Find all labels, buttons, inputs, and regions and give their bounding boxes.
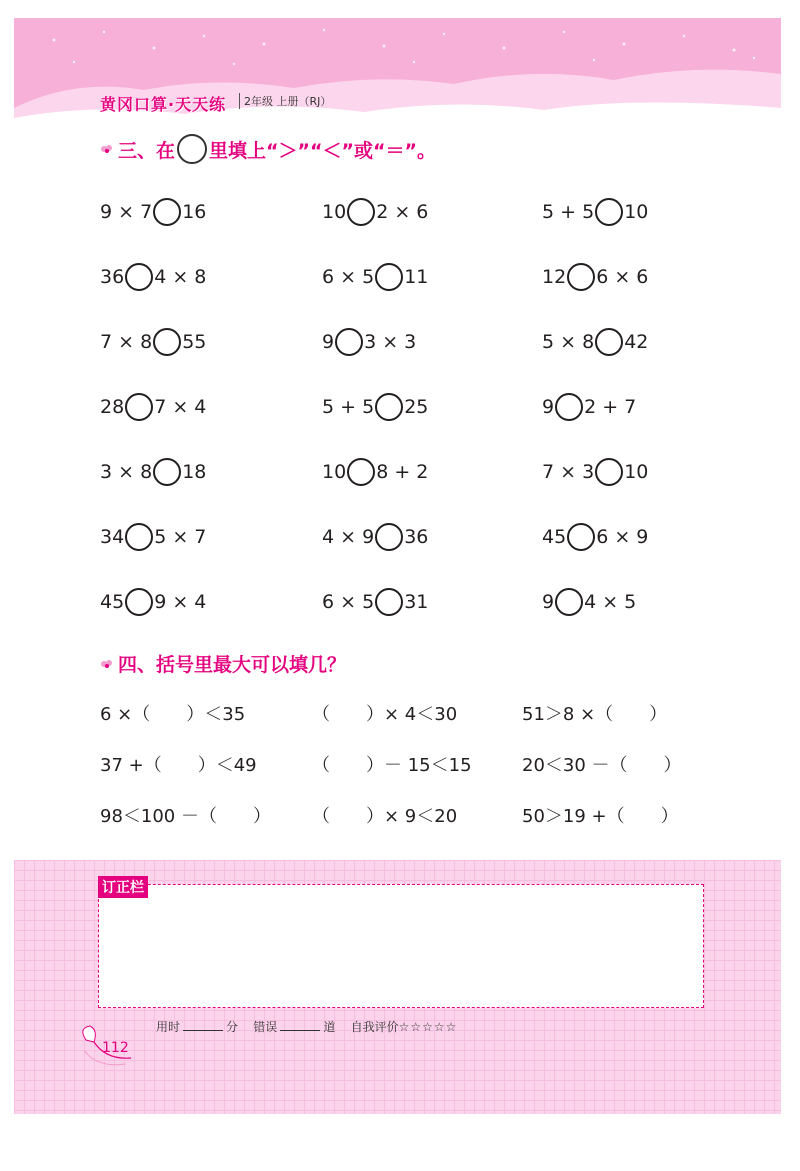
comparison-right: 6 × 6 [596,266,649,288]
section3-title [100,134,436,164]
comparison-left: 3 × 8 [100,461,153,483]
section3-title-suffix: 里填上“＞”“＜”或“＝”。 [209,139,436,162]
comparison-item [542,328,648,356]
correction-area [14,860,781,1114]
comparison-left: 45 [100,591,125,613]
minute-label: 分 [226,1020,239,1034]
comparison-item [100,523,206,551]
comparison-item [542,393,636,421]
comparison-item [322,523,428,551]
section4-title-text: 四、括号里最大可以填几？ [118,654,347,676]
comparison-item [322,458,428,486]
answer-circle[interactable] [555,588,583,616]
comparison-item [322,263,428,291]
comparison-right: 10 [624,461,649,483]
answer-circle[interactable] [595,458,623,486]
answer-circle[interactable] [125,263,153,291]
section3-title-prefix: 三、在 [118,139,176,162]
comparison-right: 36 [404,526,429,548]
fill-blank-problem[interactable]: 6 ×（ ）＜35 [100,704,246,725]
correction-label: 订正栏 [98,876,148,898]
fill-blank-problem[interactable]: 98＜100 －（ ） [100,806,271,827]
answer-circle[interactable] [375,523,403,551]
answer-circle[interactable] [347,458,375,486]
comparison-right: 42 [624,331,649,353]
comparison-item [100,588,206,616]
answer-circle[interactable] [347,198,375,226]
worksheet-page [14,18,781,1114]
flower-icon [100,659,114,669]
comparison-left: 5 + 5 [542,201,595,223]
comparison-right: 4 × 8 [154,266,207,288]
fill-blank-problem[interactable]: 50＞19 +（ ） [522,806,679,827]
section4-title [100,650,346,677]
fill-blank-problem[interactable]: 51＞8 ×（ ） [522,704,668,725]
fill-blank-problem[interactable]: 20＜30 －（ ） [522,755,682,776]
answer-circle[interactable] [375,263,403,291]
comparison-left: 7 × 3 [542,461,595,483]
comparison-left: 10 [322,201,347,223]
comparison-item [542,523,648,551]
comparison-right: 3 × 3 [364,331,417,353]
comparison-left: 9 × 7 [100,201,153,223]
answer-circle[interactable] [595,198,623,226]
comparison-right: 11 [404,266,429,288]
fill-blank-problem[interactable]: （ ）× 9＜20 [312,806,458,827]
grade-label: 2年级 上册（RJ） [239,93,331,109]
footer-stats [156,1018,457,1035]
error-blank[interactable] [280,1020,320,1031]
answer-circle[interactable] [153,458,181,486]
comparison-item [322,393,428,421]
error-label: 错误 [253,1020,278,1034]
comparison-item [100,393,206,421]
count-label: 道 [323,1020,336,1034]
page-header [14,18,781,136]
comparison-right: 4 × 5 [584,591,637,613]
comparison-left: 6 × 5 [322,266,375,288]
comparison-item [322,588,428,616]
comparison-left: 5 + 5 [322,396,375,418]
fill-blank-problem[interactable]: （ ）× 4＜30 [312,704,458,725]
answer-circle[interactable] [555,393,583,421]
comparison-right: 55 [182,331,207,353]
comparison-item [100,458,206,486]
fill-blank-problem[interactable]: 37 +（ ）＜49 [100,755,257,776]
rating-stars[interactable]: ☆☆☆☆☆ [398,1020,458,1034]
answer-circle[interactable] [125,588,153,616]
answer-circle[interactable] [375,393,403,421]
comparison-right: 2 × 6 [376,201,429,223]
flower-icon [100,144,114,154]
comparison-left: 6 × 5 [322,591,375,613]
comparison-right: 6 × 9 [596,526,649,548]
answer-circle[interactable] [153,198,181,226]
page-number: 112 [102,1040,129,1056]
comparison-left: 10 [322,461,347,483]
answer-circle[interactable] [125,523,153,551]
comparison-right: 10 [624,201,649,223]
comparison-item [542,458,648,486]
answer-circle[interactable] [567,523,595,551]
comparison-left: 9 [322,331,335,353]
comparison-item [100,328,206,356]
fill-blank-problem[interactable]: （ ）－ 15＜15 [312,755,472,776]
comparison-item [322,198,428,226]
comparison-left: 9 [542,396,555,418]
comparison-left: 7 × 8 [100,331,153,353]
comparison-item [542,198,648,226]
comparison-right: 18 [182,461,207,483]
answer-circle[interactable] [375,588,403,616]
comparison-item [100,198,206,226]
comparison-left: 12 [542,266,567,288]
comparison-right: 25 [404,396,429,418]
time-blank[interactable] [183,1020,223,1031]
comparison-item [100,263,206,291]
comparison-right: 9 × 4 [154,591,207,613]
comparison-left: 9 [542,591,555,613]
comparison-right: 7 × 4 [154,396,207,418]
answer-circle[interactable] [335,328,363,356]
comparison-left: 45 [542,526,567,548]
circle-icon [177,134,207,164]
answer-circle[interactable] [125,393,153,421]
comparison-left: 28 [100,396,125,418]
self-eval-label: 自我评价 [350,1020,399,1034]
correction-box[interactable] [98,884,704,1008]
answer-circle[interactable] [595,328,623,356]
header-cloud-background [14,18,781,136]
comparison-left: 4 × 9 [322,526,375,548]
comparison-right: 16 [182,201,207,223]
comparison-right: 8 + 2 [376,461,429,483]
comparison-item [322,328,416,356]
comparison-right: 5 × 7 [154,526,207,548]
comparison-left: 36 [100,266,125,288]
answer-circle[interactable] [567,263,595,291]
comparison-right: 31 [404,591,429,613]
brand-title: 黄冈口算·天天练 [100,95,227,114]
comparison-item [542,588,636,616]
comparison-left: 5 × 8 [542,331,595,353]
comparison-right: 2 + 7 [584,396,637,418]
comparison-left: 34 [100,526,125,548]
answer-circle[interactable] [153,328,181,356]
comparison-item [542,263,648,291]
time-label: 用时 [156,1020,181,1034]
